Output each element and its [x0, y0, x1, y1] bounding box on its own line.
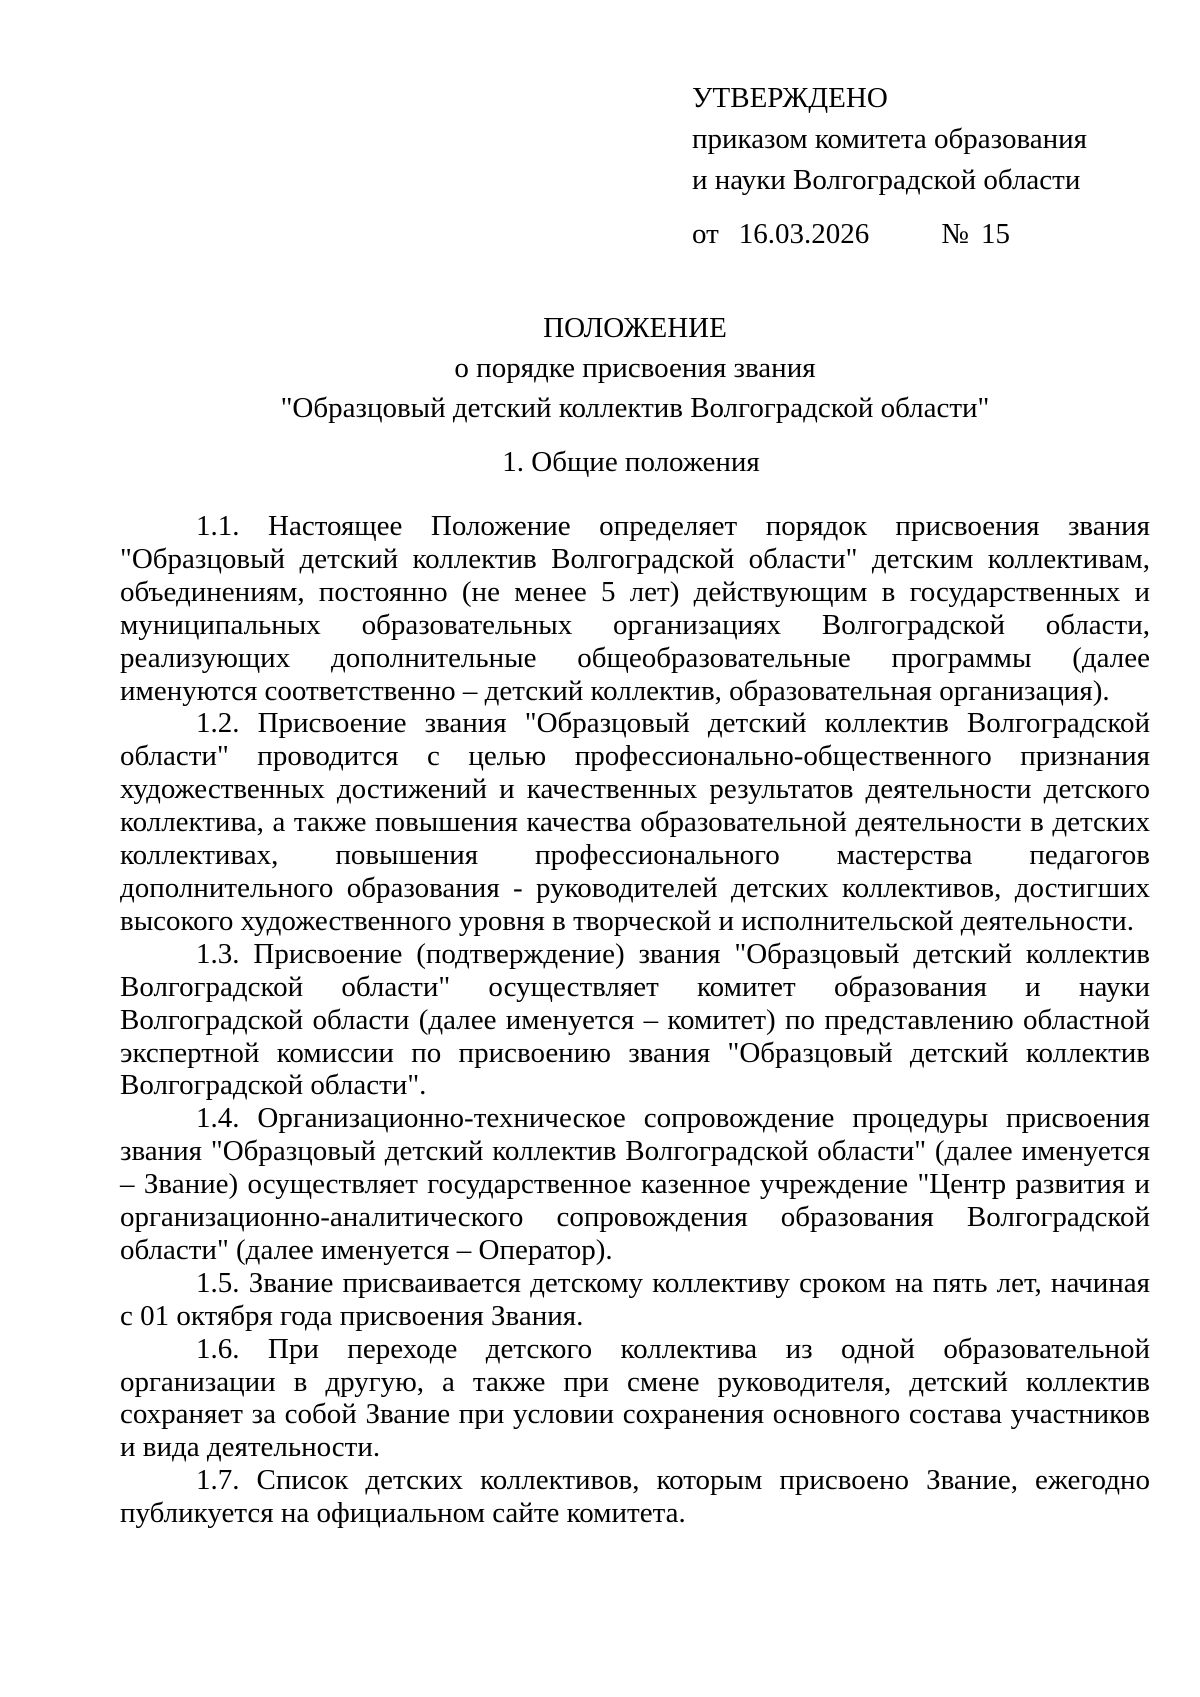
approval-heading: УТВЕРЖДЕНО [692, 82, 888, 114]
order-number: 15 [980, 218, 1010, 250]
section-heading: 1. Общие положения [502, 446, 760, 478]
approval-authority-line: и науки Волгоградской области [692, 164, 1081, 196]
document-title-subtitle: о порядке присвоения звания [454, 352, 816, 384]
paragraph: 1.3. Присвоение (подтверждение) звания "Образцовый детский коллектив Волгоградской области" осуществляет комитет образования и науки Волгоградской области (далее именуется – комитет) по представлению областной экспертной комиссии по присвоению звания "Образцовый детский коллектив Волгоградской области". [120, 937, 1150, 1102]
paragraph: 1.1. Настоящее Положение определяет порядок присвоения звания "Образцовый детский коллектив Волгоградской области" детским коллективам, объединениям, постоянно (не менее 5 лет) действующим в государственных и муниципальных образовательных организациях Волгоградской области, реализующих дополнительные общеобразовательные программы (далее именуются соответственно – детский коллектив, образовательная организация). [120, 510, 1150, 707]
paragraph: 1.2. Присвоение звания "Образцовый детский коллектив Волгоградской области" проводится с целью профессионально-общественного признания художественных достижений и качественных результатов деятельности детского коллектива, а также повышения качества образовательной деятельности в детских коллективах, повышения профессионального мастерства педагогов дополнительного образования - руководителей детских коллективов, достигших высокого художественного уровня в творческой и исполнительской деятельности. [120, 707, 1150, 937]
document-title-main: ПОЛОЖЕНИЕ [543, 312, 727, 344]
document-title-subtitle: "Образцовый детский коллектив Волгоградской области" [280, 392, 990, 424]
order-reference [692, 214, 1010, 255]
section-body [120, 510, 1150, 1530]
paragraph: 1.4. Организационно-техническое сопровождение процедуры присвоения звания "Образцовый детский коллектив Волгоградской области" (далее именуется – Звание) осуществляет государственное казенное учреждение "Центр развития и организационно-аналитического сопровождения образования Волгоградской области" (далее именуется – Оператор). [120, 1102, 1150, 1266]
approval-stamp-block [692, 78, 1087, 201]
order-number-label: № [941, 218, 969, 250]
order-date: 16.03.2026 [738, 218, 870, 250]
approval-authority-line: приказом комитета образования [692, 123, 1087, 155]
paragraph: 1.5. Звание присваивается детскому коллективу сроком на пять лет, начиная с 01 октября года присвоения Звания. [120, 1266, 1150, 1332]
paragraph: 1.7. Список детских коллективов, которым присвоено Звание, ежегодно публикуется на официальном сайте комитета. [120, 1464, 1150, 1530]
document-title [0, 308, 1200, 428]
order-from-label: от [692, 218, 719, 250]
paragraph: 1.6. При переходе детского коллектива из одной образовательной организации в другую, а также при смене руководителя, детский коллектив сохраняет за собой Звание при условии сохранения основного состава участников и вида деятельности. [120, 1332, 1150, 1464]
